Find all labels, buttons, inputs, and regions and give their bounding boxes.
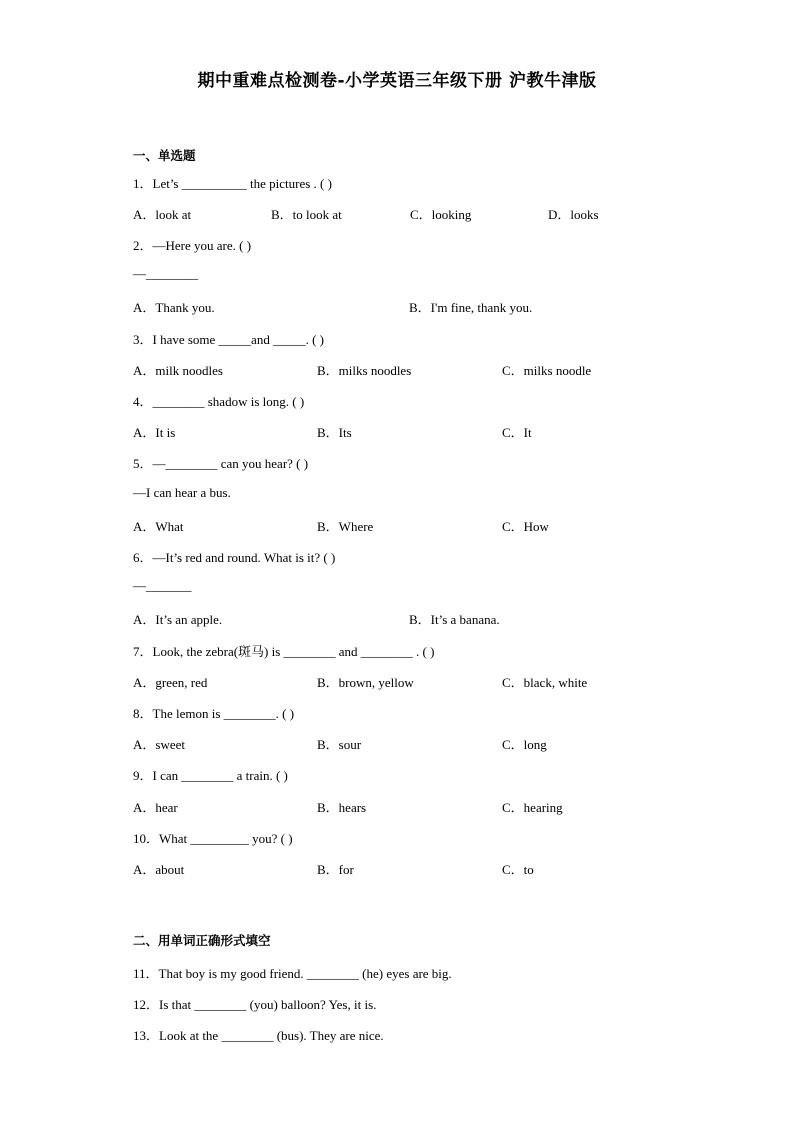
options-8 xyxy=(133,734,693,752)
option-a[interactable]: A．What xyxy=(133,519,184,534)
option-a[interactable]: A．It’s an apple. xyxy=(133,612,223,627)
fill-question-12: 12．Is that ________ (you) balloon? Yes, it is. xyxy=(133,997,377,1012)
fill-question-13: 13．Look at the ________ (bus). They are nice. xyxy=(133,1028,384,1043)
question-3: 3．I have some _____and _____. ( ) xyxy=(133,332,324,347)
option-c[interactable]: C．milks noodle xyxy=(502,363,592,378)
options-7 xyxy=(133,672,693,690)
page-title: 期中重难点检测卷-小学英语三年级下册 沪教牛津版 xyxy=(197,71,597,91)
options-1 xyxy=(133,204,693,222)
question-10: 10．What _________ you? ( ) xyxy=(133,831,293,846)
option-c[interactable]: C．looking xyxy=(410,207,472,222)
option-b[interactable]: B．hears xyxy=(317,800,367,815)
option-a[interactable]: A．Thank you. xyxy=(133,300,215,315)
option-c[interactable]: C．It xyxy=(502,425,532,440)
question-5: 5．—________ can you hear? ( ) xyxy=(133,456,309,471)
options-2 xyxy=(133,297,693,315)
option-a[interactable]: A．milk noodles xyxy=(133,363,223,378)
option-b[interactable]: B．sour xyxy=(317,737,362,752)
question-8: 8．The lemon is ________. ( ) xyxy=(133,706,295,721)
options-4 xyxy=(133,422,693,440)
option-a[interactable]: A．sweet xyxy=(133,737,185,752)
options-6 xyxy=(133,609,693,627)
question-9: 9．I can ________ a train. ( ) xyxy=(133,768,288,783)
option-b[interactable]: B．I'm fine, thank you. xyxy=(409,300,533,315)
option-a[interactable]: A．It is xyxy=(133,425,176,440)
answer-line-5: —I can hear a bus. xyxy=(133,485,231,500)
option-d[interactable]: D．looks xyxy=(548,207,599,222)
question-2: 2．—Here you are. ( ) xyxy=(133,238,252,253)
option-a[interactable]: A．green, red xyxy=(133,675,208,690)
option-b[interactable]: B．brown, yellow xyxy=(317,675,414,690)
option-c[interactable]: C．long xyxy=(502,737,547,752)
option-c[interactable]: C．hearing xyxy=(502,800,563,815)
option-a[interactable]: A．about xyxy=(133,862,185,877)
option-b[interactable]: B．Where xyxy=(317,519,374,534)
option-b[interactable]: B．to look at xyxy=(271,207,342,222)
option-c[interactable]: C．black, white xyxy=(502,675,588,690)
options-3 xyxy=(133,360,693,378)
section-heading-multiple-choice: 一、单选题 xyxy=(133,148,196,163)
option-a[interactable]: A．look at xyxy=(133,207,192,222)
question-7: 7．Look, the zebra(斑马) is ________ and ________ . ( ) xyxy=(133,644,435,659)
option-b[interactable]: B．It’s a banana. xyxy=(409,612,500,627)
fill-question-11: 11．That boy is my good friend. ________ (he) eyes are big. xyxy=(133,966,452,981)
option-c[interactable]: C．to xyxy=(502,862,534,877)
option-c[interactable]: C．How xyxy=(502,519,549,534)
answer-line-6: —_______ xyxy=(133,578,192,593)
section-heading-fill-in: 二、用单词正确形式填空 xyxy=(133,933,271,948)
option-a[interactable]: A．hear xyxy=(133,800,178,815)
question-1: 1．Let’s __________ the pictures . ( ) xyxy=(133,176,332,191)
options-5 xyxy=(133,516,693,534)
question-6: 6．—It’s red and round. What is it? ( ) xyxy=(133,550,336,565)
options-9 xyxy=(133,797,693,815)
option-b[interactable]: B．milks noodles xyxy=(317,363,412,378)
answer-line-2: —________ xyxy=(133,266,198,281)
options-10 xyxy=(133,859,693,877)
question-4: 4．________ shadow is long. ( ) xyxy=(133,394,305,409)
option-b[interactable]: B．Its xyxy=(317,425,352,440)
option-b[interactable]: B．for xyxy=(317,862,354,877)
